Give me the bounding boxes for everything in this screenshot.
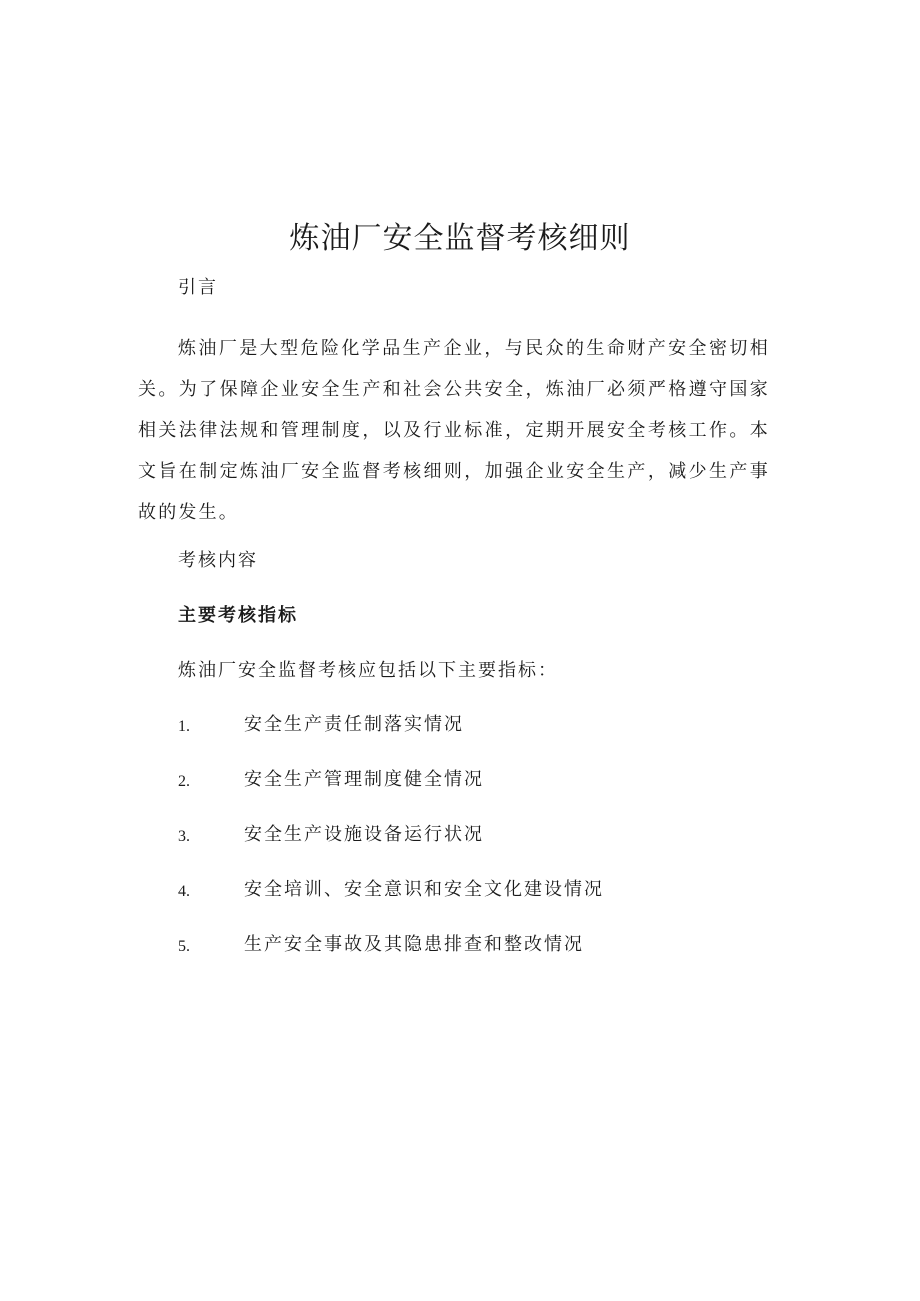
- content-heading: 考核内容: [178, 550, 258, 571]
- list-item-number: 2.: [178, 773, 190, 790]
- indicators-heading: 主要考核指标: [178, 605, 298, 626]
- list-item-text: 安全培训、安全意识和安全文化建设情况: [244, 879, 604, 900]
- list-item-text: 安全生产管理制度健全情况: [244, 769, 484, 790]
- list-item-number: 5.: [178, 938, 190, 955]
- list-item: [178, 767, 604, 822]
- list-item-text: 安全生产设施设备运行状况: [244, 824, 484, 845]
- list-item-text: 生产安全事故及其隐患排查和整改情况: [244, 934, 584, 955]
- list-item-text: 安全生产责任制落实情况: [244, 714, 464, 735]
- indicator-list: [178, 712, 604, 987]
- indicators-lead: 炼油厂安全监督考核应包括以下主要指标：: [178, 660, 558, 681]
- list-item-number: 1.: [178, 718, 190, 735]
- list-item-number: 3.: [178, 828, 190, 845]
- list-item: [178, 822, 604, 877]
- list-item: [178, 877, 604, 932]
- intro-paragraph: 炼油厂是大型危险化学品生产企业，与民众的生命财产安全密切相关。为了保障企业安全生产和社会公共安全，炼油厂必须严格遵守国家相关法律法规和管理制度，以及行业标准，定期开展安全考核工作。本文旨在制定炼油厂安全监督考核细则，加强企业安全生产，减少生产事故的发生。: [138, 338, 770, 523]
- intro-heading: 引言: [178, 277, 218, 298]
- list-item: [178, 932, 604, 987]
- document-title: 炼油厂安全监督考核细则: [289, 221, 631, 256]
- list-item-number: 4.: [178, 883, 190, 900]
- list-item: [178, 712, 604, 767]
